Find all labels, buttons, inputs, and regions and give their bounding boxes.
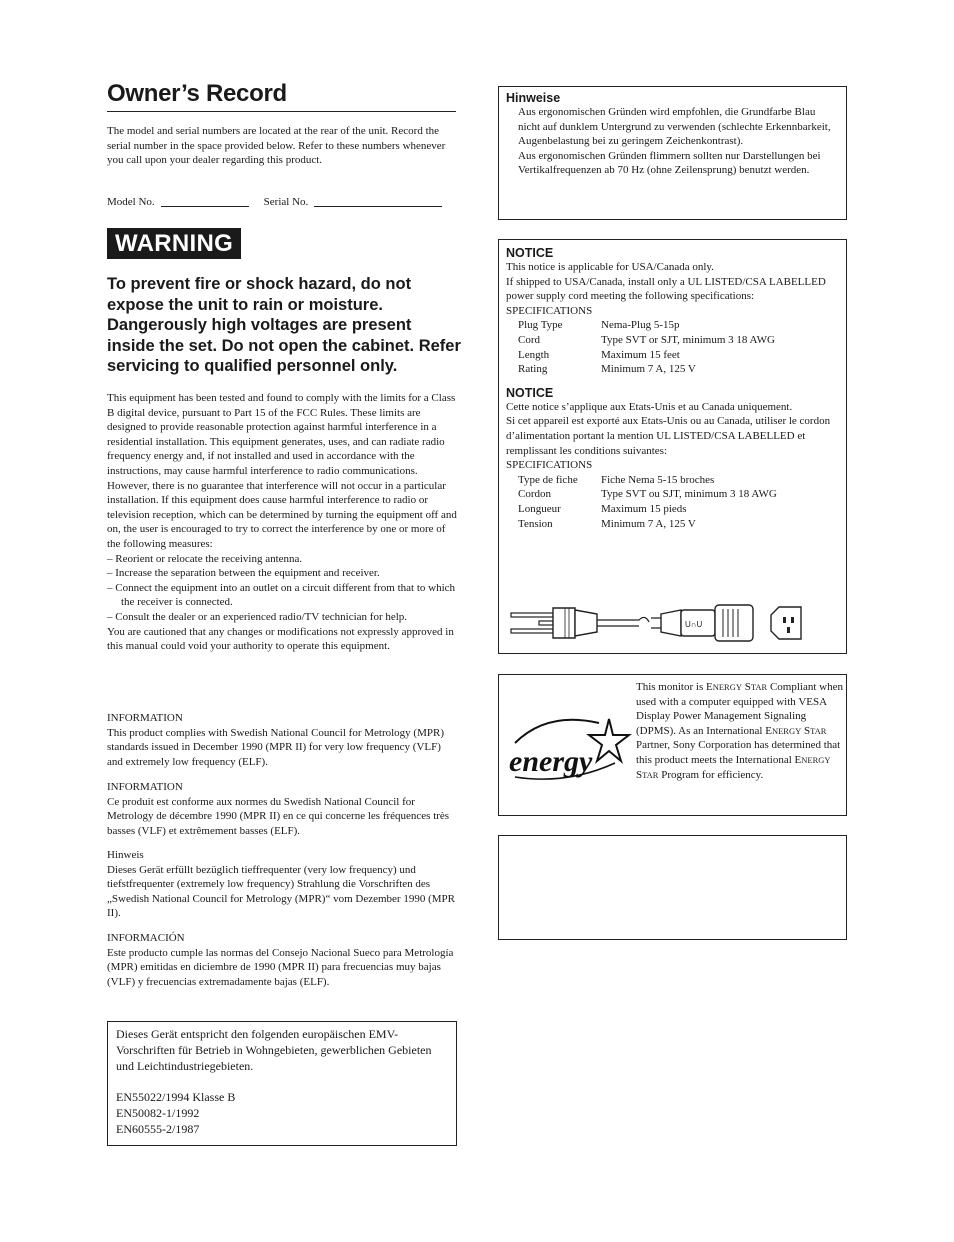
- info-block-mpr-es: [107, 931, 459, 989]
- spec-key: Tension: [518, 517, 553, 530]
- spec-row: [506, 362, 839, 377]
- spec-row: [506, 473, 839, 488]
- svg-text:U∩U: U∩U: [685, 620, 703, 629]
- info-text: Ce produit est conforme aux normes du Swedish National Council for Metrology de décembre 1990 (MPR II) en ce qui concerne les fréquences très basses (VLF) et extrêmement basses (ELF).: [107, 795, 450, 837]
- owners-record-title: Owner’s Record: [107, 80, 456, 112]
- energy-star-box: [498, 674, 847, 816]
- emv-compliance-box: [107, 1021, 457, 1146]
- emv-standard: EN50082-1/1992: [116, 1106, 200, 1121]
- model-number-label: Model No.: [107, 196, 155, 208]
- spec-key: Longueur: [518, 502, 561, 515]
- fcc-statement: [107, 391, 459, 654]
- info-block-mpr-en: [107, 711, 459, 769]
- spec-key: Length: [518, 348, 550, 361]
- spec-value: Maximum 15 pieds: [601, 502, 687, 515]
- spec-value: Maximum 15 feet: [601, 348, 680, 361]
- fcc-bullet: – Reorient or relocate the receiving antenna.: [107, 552, 303, 565]
- spec-value: Type SVT ou SJT, minimum 3 18 AWG: [601, 488, 777, 501]
- energy-logo-text: energy: [509, 745, 593, 778]
- warning-badge: WARNING: [107, 228, 241, 259]
- info-text: Este producto cumple las normas del Consejo Nacional Sueco para Metrología (MPR) emitidas en diciembre de 1990 (MPR II) para frecuencias muy bajas (VLF) y frecuencias extremadamente bajas (ELF).: [107, 946, 454, 988]
- spec-value: Type SVT or SJT, minimum 3 18 AWG: [601, 333, 775, 346]
- notice-line: This notice is applicable for USA/Canada only.: [506, 261, 714, 273]
- info-heading: INFORMACIÓN: [107, 932, 185, 944]
- spec-row: [506, 333, 839, 348]
- spec-row: [506, 348, 839, 363]
- spec-row: [506, 318, 839, 333]
- spec-key: Rating: [518, 363, 548, 376]
- info-block-mpr-de: [107, 848, 459, 921]
- notice-box: [498, 239, 847, 654]
- notice-line: Si cet appareil est exporté aux Etats-Unis ou au Canada, utiliser le cordon d’alimentation portant la mention UL LISTED/CSA LABELLED et remplissant les conditions suivantes:: [506, 415, 831, 457]
- power-cord-illustration: [509, 604, 809, 644]
- info-text: This product complies with Swedish National Council for Metrology (MPR) standards issued in December 1990 (MPR II) for very low frequency (VLF) and extremely low frequency (ELF).: [107, 726, 444, 768]
- fcc-bullet: – Connect the equipment into an outlet on a circuit different from that to which the receiver is connected.: [107, 581, 456, 609]
- notice-line: SPECIFICATIONS: [506, 304, 593, 317]
- spec-row: [506, 487, 839, 502]
- energy-star-text: This monitor is ENERGY STAR Compliant when used with a computer equipped with VESA Display Power Management Signaling (DPMS). As an International ENERGY STAR Partner, Sony Corporation has determined that this product meets the International ENERGY STAR Program for efficiency.: [636, 681, 843, 781]
- hinweise-item: Aus ergonomischen Gründen wird empfohlen, die Grundfarbe Blau nicht auf dunklem Untergrund zu verwenden (schlechte Erkennbarkeit, Augenbelastung bei zu geringem Zeichenkontrast).: [518, 106, 831, 148]
- spec-key: Type de fiche: [518, 473, 578, 486]
- serial-number-blank: [314, 196, 442, 207]
- spec-row: [506, 502, 839, 517]
- serial-number-label: Serial No.: [263, 196, 309, 208]
- owners-record-text: The model and serial numbers are located at the rear of the unit. Record the serial number in the space provided below. Refer to these numbers whenever you call upon your dealer regarding this product.: [107, 125, 446, 167]
- info-heading: INFORMATION: [107, 712, 183, 724]
- warning-text: To prevent fire or shock hazard, do not expose the unit to rain or moisture. Dangerously high voltages are present inside the set. Do not open the cabinet. Refer servicing to qualified personnel only.: [107, 275, 461, 375]
- spec-value: Nema-Plug 5-15p: [601, 319, 680, 332]
- info-block-mpr-fr: [107, 780, 459, 838]
- info-text: Dieses Gerät erfüllt bezüglich tieffrequenter (very low frequency) und tiefstfrequenter (extremely low frequency) Strahlung die Vorschriften des „Swedish National Council for Metrology (MPR)“ vom Dezember 1990 (MPR II).: [107, 863, 455, 920]
- fcc-bullet: – Increase the separation between the equipment and receiver.: [107, 567, 380, 580]
- spec-value: Fiche Nema 5-15 broches: [601, 473, 715, 486]
- spec-key: Cord: [518, 333, 540, 346]
- fcc-caution: You are cautioned that any changes or modifications not expressly approved in this manual could void your authority to operate this equipment.: [107, 625, 454, 653]
- notice-heading-en: NOTICE: [506, 246, 554, 260]
- empty-box: [498, 835, 847, 940]
- spec-row: [506, 517, 839, 532]
- spec-key: Cordon: [518, 488, 551, 501]
- notice-line: Cette notice s’applique aux Etats-Unis et au Canada uniquement.: [506, 400, 793, 413]
- fcc-paragraph: This equipment has been tested and found to comply with the limits for a Class B digital device, pursuant to Part 15 of the FCC Rules. These limits are designed to provide reasonable protection against harmful interference in a residential installation. This equipment generates, uses, and can radiate radio frequency energy and, if not installed and used in accordance with the instructions, may cause harmful interference to radio communications. However, there is no guarantee that interference will not occur in a particular installation. If this equipment does cause harmful interference to radio or television reception, which can be determined by turning the equipment off and on, the user is encouraged to try to correct the interference by one or more of the following measures:: [107, 392, 457, 550]
- hinweise-box: [498, 86, 847, 220]
- model-number-blank: [161, 196, 249, 207]
- notice-line: SPECIFICATIONS: [506, 459, 593, 472]
- emv-standard: EN55022/1994 Klasse B: [116, 1090, 236, 1105]
- fcc-bullet: – Consult the dealer or an experienced radio/TV technician for help.: [107, 610, 408, 623]
- spec-value: Minimum 7 A, 125 V: [601, 363, 696, 376]
- hinweise-item: Aus ergonomischen Gründen flimmern sollten nur Darstellungen bei Vertikalfrequenzen ab 70 Hz (ohne Zeilensprung) benutzt werden.: [518, 149, 821, 177]
- notice-line: If shipped to USA/Canada, install only a UL LISTED/CSA LABELLED power supply cord meeting the following specifications:: [506, 275, 826, 303]
- emv-standard: EN60555-2/1987: [116, 1121, 200, 1136]
- hinweise-heading: Hinweise: [506, 91, 561, 105]
- model-serial-row: [107, 196, 456, 208]
- notice-heading-fr: NOTICE: [506, 385, 554, 400]
- info-heading: INFORMATION: [107, 781, 183, 793]
- spec-value: Minimum 7 A, 125 V: [601, 517, 696, 530]
- emv-text: Dieses Gerät entspricht den folgenden europäischen EMV-Vorschriften für Betrieb in Wohngebieten, gewerblichen Gebieten und Leichtindustriegebieten.: [116, 1027, 432, 1073]
- info-heading: Hinweis: [107, 849, 144, 861]
- energy-star-logo: [507, 713, 632, 785]
- spec-key: Plug Type: [518, 319, 563, 332]
